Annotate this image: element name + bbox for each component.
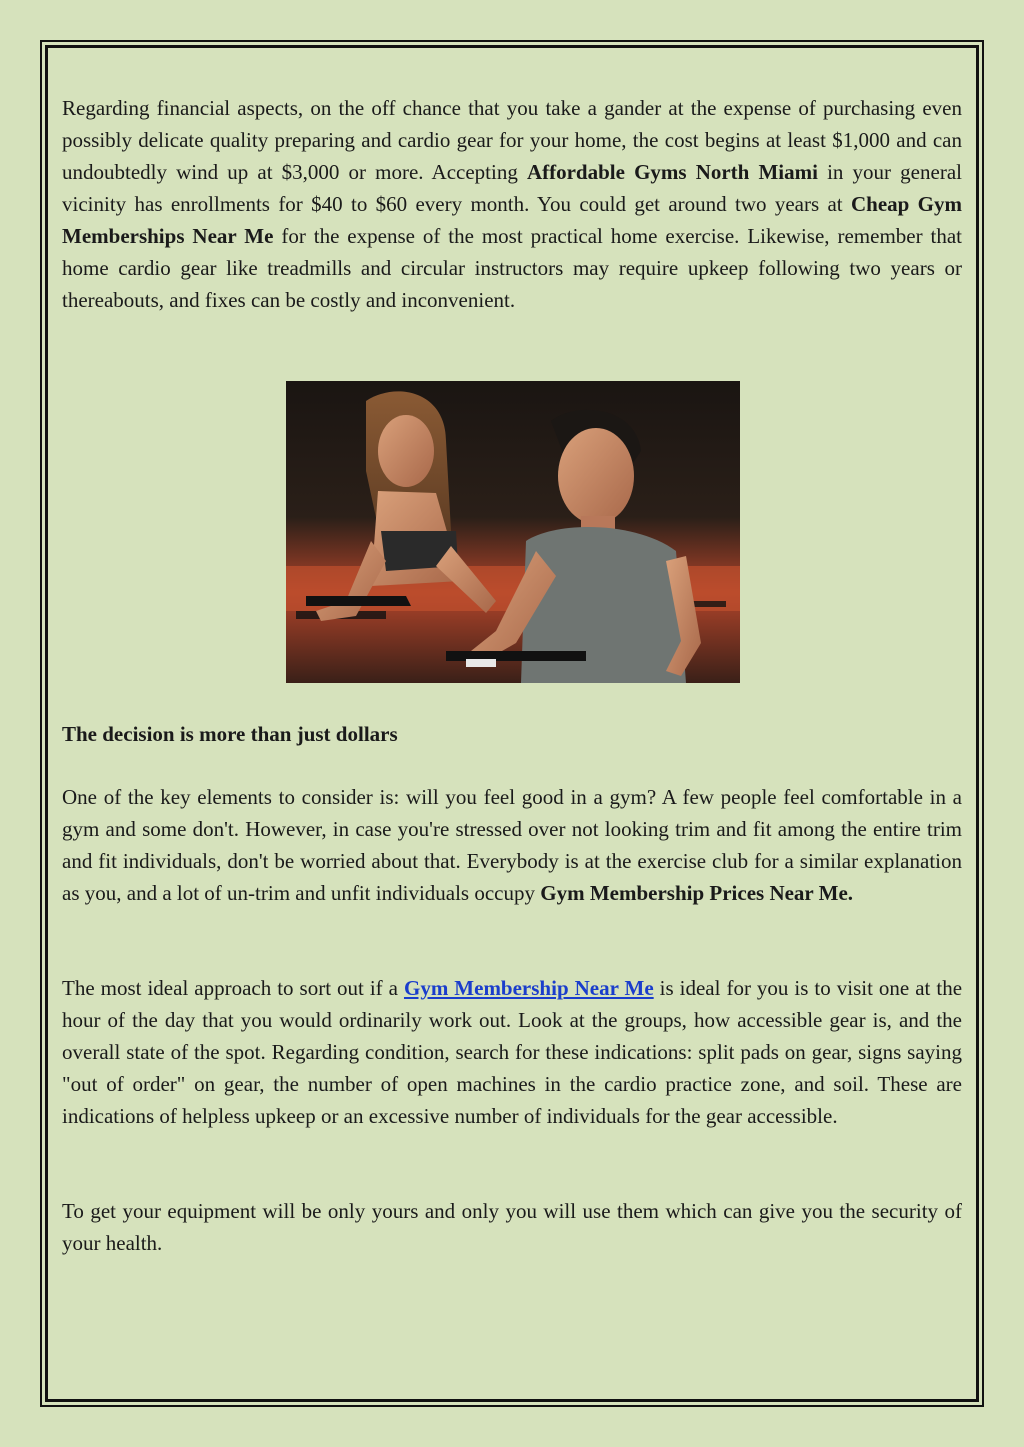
equipment-paragraph [62, 1195, 962, 1259]
equipment-text: To get your equipment will be only yours and only you will use them which can give you the security of your health. [62, 1199, 962, 1255]
visit-text-2: is ideal for you is to visit one at the hour of the day that you would ordinarily work out. Look at the groups, how accessible gear is, and the overall state of the spot. Regarding condition, search for these indications: split pads on gear, signs saying "out of order" on gear, the number of open machines in the cardio practice zone, and soil. These are indications of helpless upkeep or an excessive number of individuals for the gear accessible. [62, 976, 963, 1128]
intro-text-2: in your general vicinity has enrollments for $40 to $60 every month. You could get around two years at [62, 160, 962, 216]
section-heading: The decision is more than just dollars [62, 722, 398, 746]
intro-text-1: Regarding financial aspects, on the off chance that you take a gander at the expense of purchasing even possibly delicate quality preparing and cardio gear for your home, the cost begins at least $1,000 and can undoubtedly wind up at $3,000 or more. Accepting [62, 96, 962, 184]
keyword-cheap-gym-memberships: Cheap Gym Memberships Near Me [62, 192, 962, 248]
keyword-gym-membership-prices: Gym Membership Prices Near Me. [540, 881, 854, 905]
gym-membership-near-me-link[interactable]: Gym Membership Near Me [403, 976, 654, 1000]
comfort-text: One of the key elements to consider is: will you feel good in a gym? A few people feel comfortable in a gym and some don't. However, in case you're stressed over not looking trim and fit among the entire trim and fit individuals, don't be worried about that. Everybody is at the exercise club for a similar explanation as you, and a lot of un-trim and unfit individuals occupy [62, 785, 962, 905]
visit-paragraph [62, 972, 962, 1132]
intro-paragraph [62, 92, 962, 316]
visit-text-1: The most ideal approach to sort out if a [62, 976, 404, 1000]
intro-paragraph-container [62, 92, 962, 316]
keyword-affordable-gyms: Affordable Gyms North Miami [526, 160, 818, 184]
intro-text-3: for the expense of the most practical home exercise. Likewise, remember that home cardio gear like treadmills and circular instructors may require upkeep following two years or thereabouts, and fixes can be costly and inconvenient. [62, 224, 962, 312]
gym-cycling-photo [286, 381, 740, 683]
comfort-paragraph [62, 781, 962, 909]
